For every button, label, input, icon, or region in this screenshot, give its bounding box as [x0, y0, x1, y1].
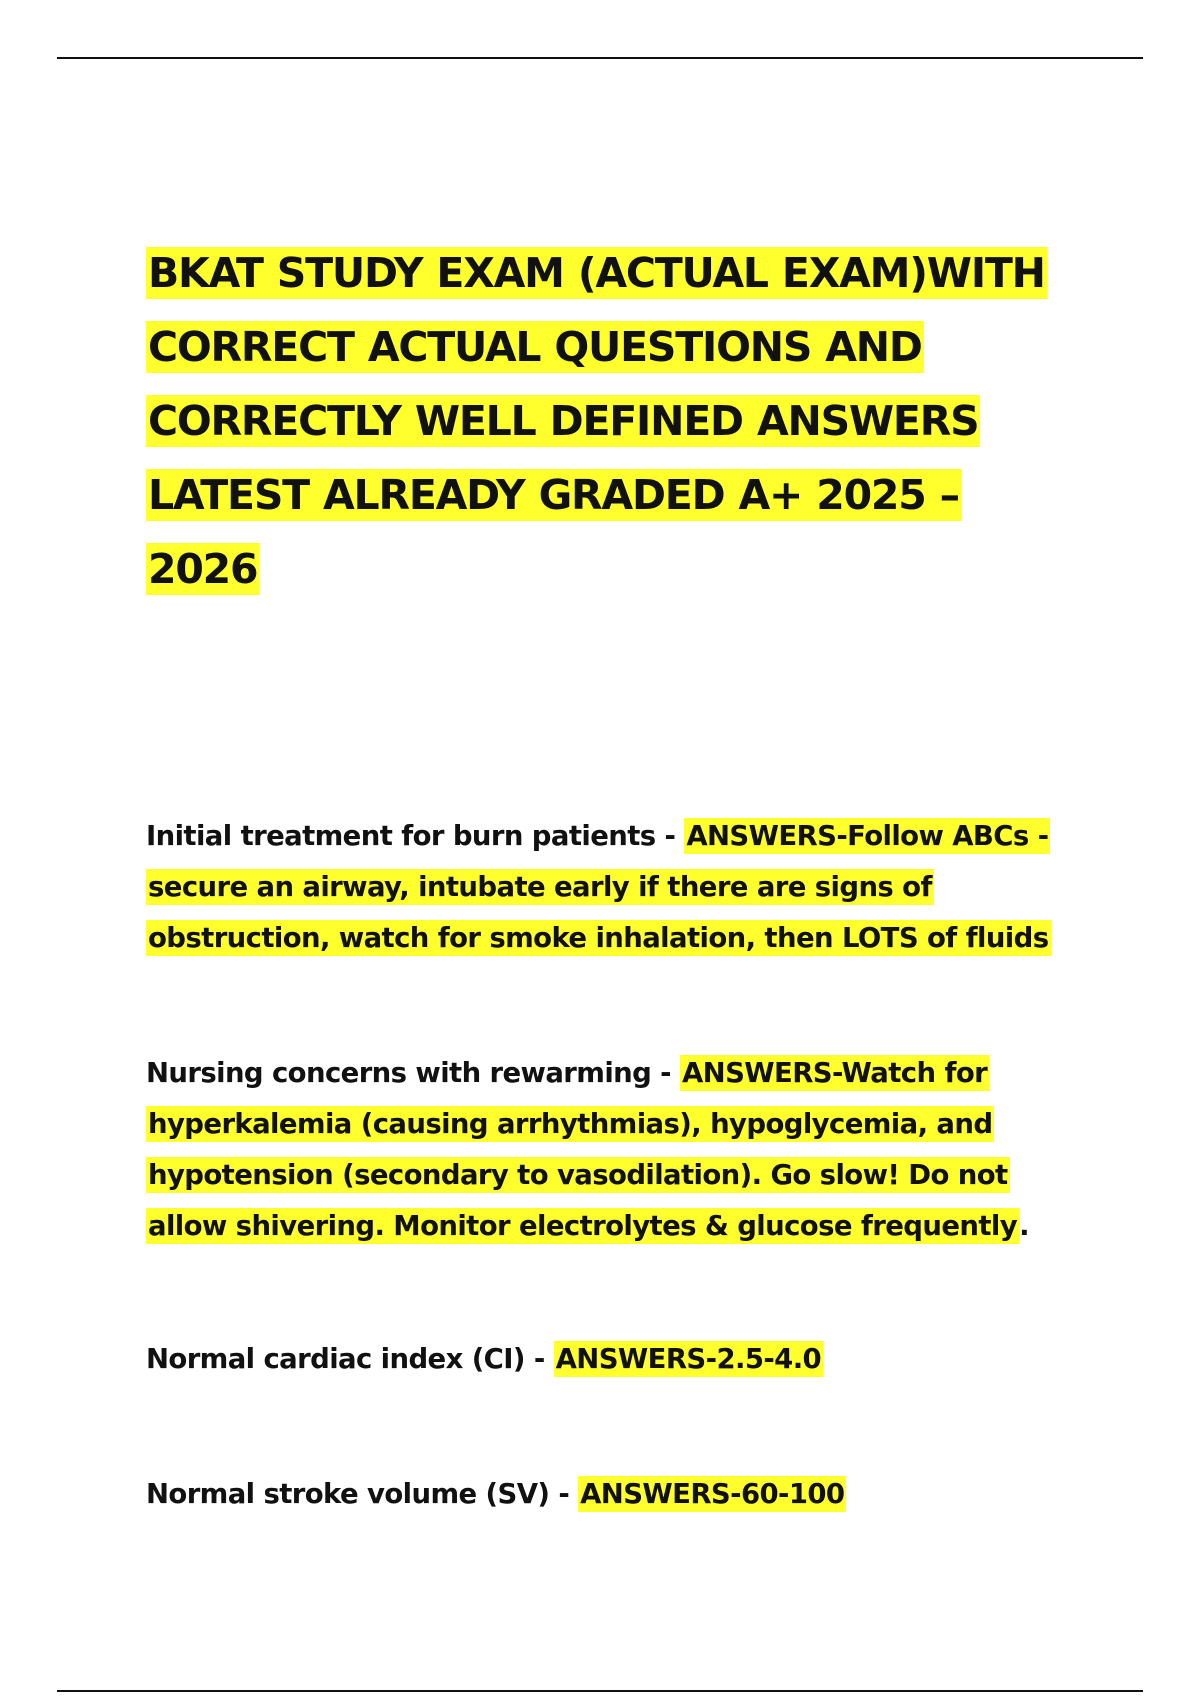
bottom-rule — [57, 1690, 1143, 1692]
answer-text: ANSWERS-Follow ABCs - secure an airway, intubate early if there are signs of obstruction, watch for smoke inhalation, then LOTS of fluids — [148, 820, 1049, 954]
question-text: Normal cardiac index (CI) - — [146, 1343, 554, 1375]
document-body — [146, 236, 1076, 1520]
answer-text: ANSWERS-2.5-4.0 — [555, 1343, 822, 1375]
question-text: Initial treatment for burn patients - — [146, 820, 685, 852]
question-text: Normal stroke volume (SV) - — [146, 1478, 579, 1510]
top-rule — [57, 57, 1143, 59]
title-highlight: BKAT STUDY EXAM (ACTUAL EXAM)WITH CORRECT ACTUAL QUESTIONS AND CORRECTLY WELL DEFINED ANSWERS LATEST ALREADY GRADED A+ 2025 – 2026 — [148, 249, 1045, 593]
document-title — [146, 236, 1076, 606]
qa-item-cardiac-index — [146, 1334, 1076, 1385]
qa-item-burn-treatment — [146, 811, 1076, 964]
answer-tail: . — [1019, 1210, 1029, 1242]
qa-item-rewarming — [146, 1048, 1076, 1252]
question-text: Nursing concerns with rewarming - — [146, 1057, 680, 1089]
answer-text: ANSWERS-Watch for hyperkalemia (causing arrhythmias), hypoglycemia, and hypotension (secondary to vasodilation). Go slow! Do not allow shivering. Monitor electrolytes & glucose frequently — [148, 1057, 1018, 1242]
qa-item-stroke-volume — [146, 1469, 1076, 1520]
answer-text: ANSWERS-60-100 — [580, 1478, 845, 1510]
